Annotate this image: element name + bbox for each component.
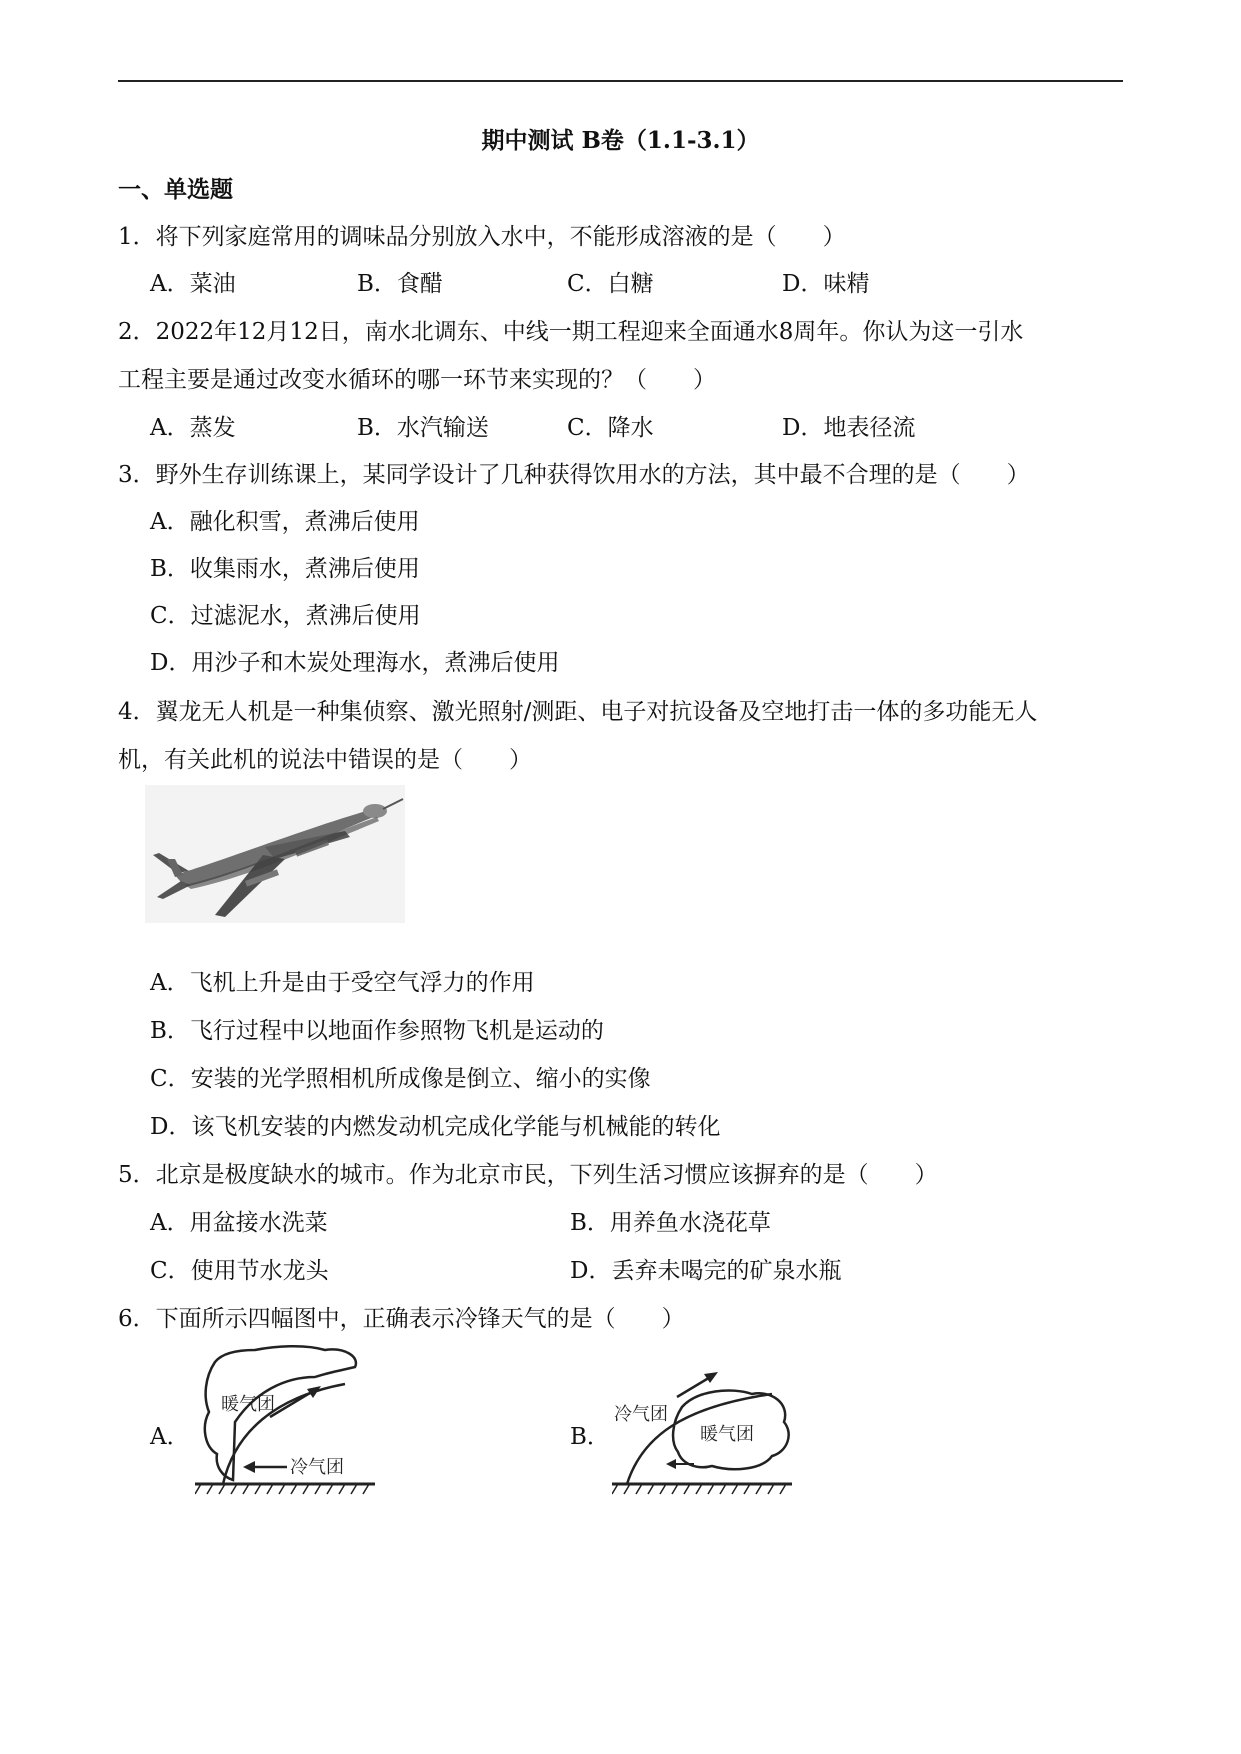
question-4-line-2: 机，有关此机的说法中错误的是（ ） bbox=[118, 747, 532, 773]
q3-option-b[interactable]: B．收集雨水，煮沸后使用 bbox=[150, 556, 420, 582]
header-rule bbox=[118, 80, 1123, 82]
question-6: 6．下面所示四幅图中，正确表示冷锋天气的是（ ） bbox=[118, 1306, 685, 1332]
q4-option-a[interactable]: A．飞机上升是由于受空气浮力的作用 bbox=[150, 970, 535, 996]
question-2-line-2: 工程主要是通过改变水循环的哪一环节来实现的？（ ） bbox=[118, 367, 716, 393]
fig-a-warm-label: 暖气团 bbox=[221, 1394, 275, 1415]
fig-b-cold-label: 冷气团 bbox=[614, 1404, 668, 1425]
q3-option-d[interactable]: D．用沙子和木炭处理海水，煮沸后使用 bbox=[150, 650, 560, 676]
front-diagram-b bbox=[612, 1352, 797, 1502]
question-4-line-1: 4．翼龙无人机是一种集侦察、激光照射/测距、电子对抗设备及空地打击一体的多功能无人 bbox=[118, 699, 1038, 725]
fig-b-warm-label: 暖气团 bbox=[700, 1424, 754, 1445]
q6-option-b[interactable]: B． bbox=[570, 1424, 610, 1450]
question-1: 1．将下列家庭常用的调味品分别放入水中，不能形成溶液的是（ ） bbox=[118, 224, 846, 250]
page-title: 期中测试 B卷（1.1-3.1） bbox=[481, 127, 760, 154]
question-5: 5．北京是极度缺水的城市。作为北京市民，下列生活习惯应该摒弃的是（ ） bbox=[118, 1162, 938, 1188]
front-diagram-a bbox=[195, 1342, 380, 1502]
fig-a-cold-label: 冷气团 bbox=[290, 1457, 344, 1478]
q5-option-c[interactable]: C．使用节水龙头 bbox=[150, 1258, 329, 1284]
drone-image bbox=[145, 785, 405, 923]
q6-option-a[interactable]: A． bbox=[150, 1424, 190, 1450]
q2-option-b[interactable]: B．水汽输送 bbox=[357, 415, 489, 441]
section-heading: 一、单选题 bbox=[118, 176, 233, 203]
question-2-line-1: 2．2022年12月12日，南水北调东、中线一期工程迎来全面通水8周年。你认为这一引水 bbox=[118, 319, 1024, 345]
q5-option-b[interactable]: B．用养鱼水浇花草 bbox=[570, 1210, 771, 1236]
q5-option-a[interactable]: A．用盆接水洗菜 bbox=[150, 1210, 328, 1236]
q4-option-d[interactable]: D．该飞机安装的内燃发动机完成化学能与机械能的转化 bbox=[150, 1114, 721, 1140]
q1-option-d[interactable]: D．味精 bbox=[782, 271, 870, 297]
q1-option-c[interactable]: C．白糖 bbox=[567, 271, 654, 297]
q3-option-c[interactable]: C．过滤泥水，煮沸后使用 bbox=[150, 603, 421, 629]
q1-option-b[interactable]: B．食醋 bbox=[357, 271, 443, 297]
q2-option-a[interactable]: A．蒸发 bbox=[150, 415, 236, 441]
q4-option-c[interactable]: C．安装的光学照相机所成像是倒立、缩小的实像 bbox=[150, 1066, 651, 1092]
q5-option-d[interactable]: D．丢弃未喝完的矿泉水瓶 bbox=[570, 1258, 842, 1284]
q2-option-d[interactable]: D．地表径流 bbox=[782, 415, 916, 441]
q2-option-c[interactable]: C．降水 bbox=[567, 415, 654, 441]
q3-option-a[interactable]: A．融化积雪，煮沸后使用 bbox=[150, 509, 420, 535]
q4-option-b[interactable]: B．飞行过程中以地面作参照物飞机是运动的 bbox=[150, 1018, 604, 1044]
q1-option-a[interactable]: A．菜油 bbox=[150, 271, 236, 297]
question-3: 3．野外生存训练课上，某同学设计了几种获得饮用水的方法，其中最不合理的是（ ） bbox=[118, 462, 1030, 488]
